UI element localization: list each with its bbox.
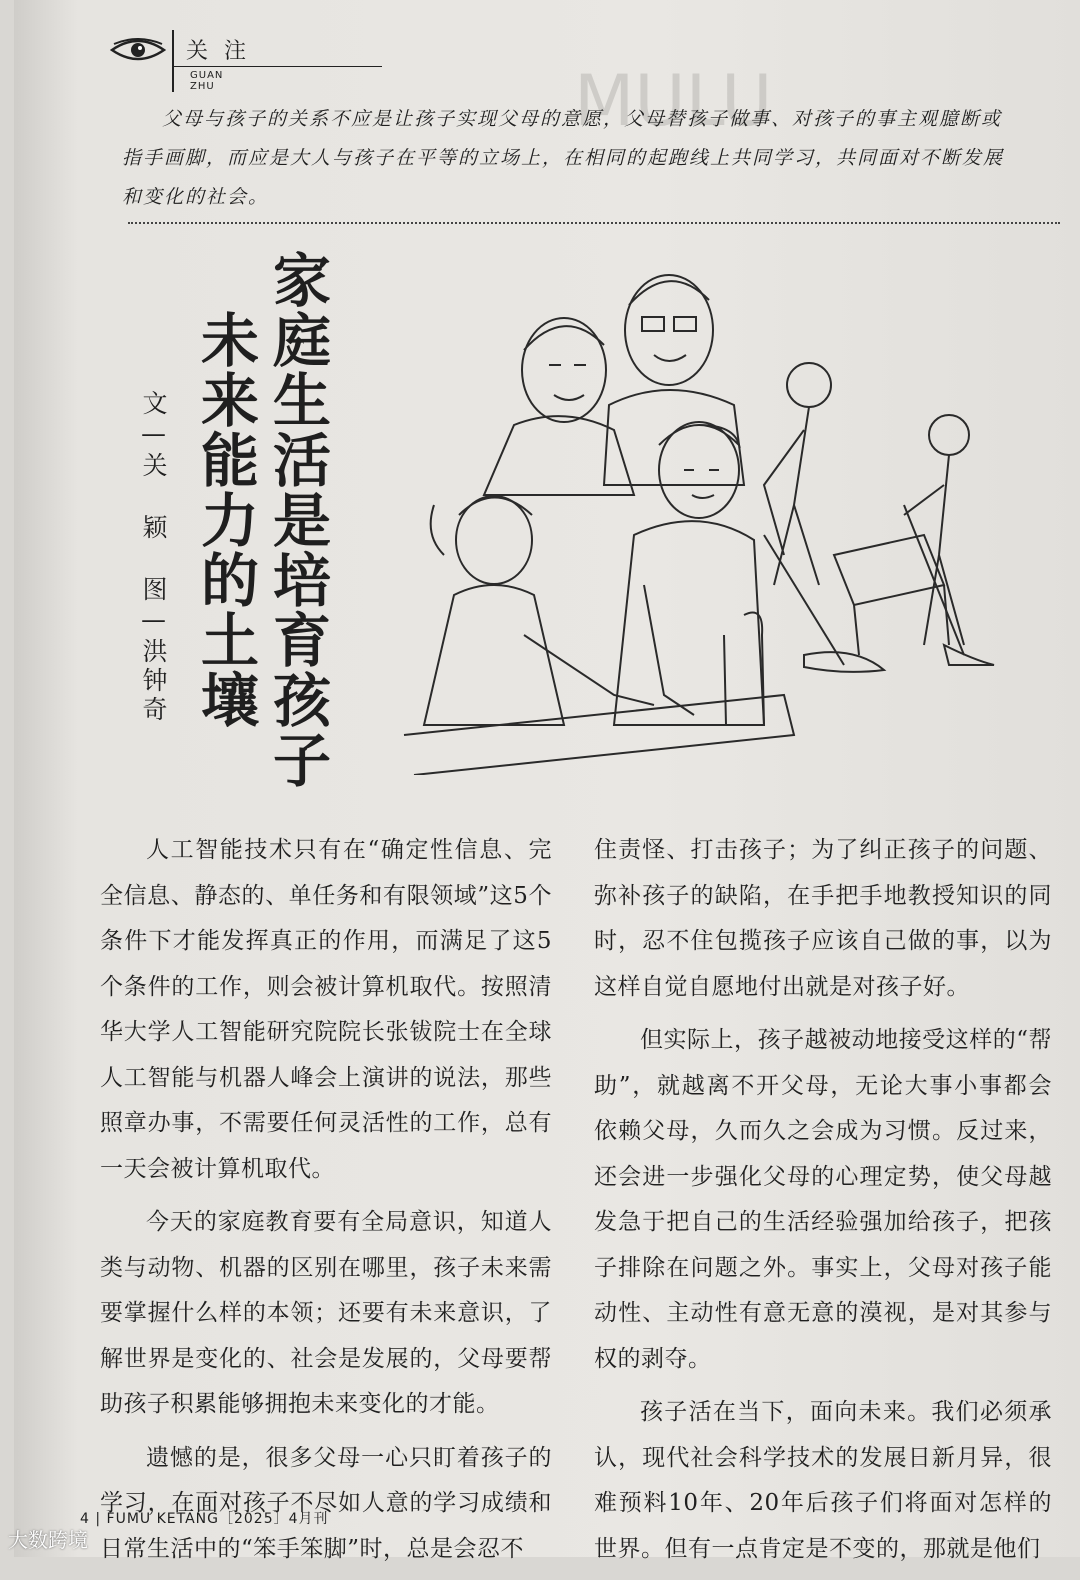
family-illustration xyxy=(364,255,1004,775)
article-title-line-1: 家庭生活是培育孩子 xyxy=(263,250,331,790)
section-title: 关注 xyxy=(186,39,263,64)
body-paragraph: 住责怪、打击孩子；为了纠正孩子的问题、弥补孩子的缺陷，在手把手地教授知识的同时，忍不住包揽孩子应该自己做的事，以为这样自觉自愿地付出就是对孩子好。 xyxy=(594,837,1052,1000)
show-through-text: MULU xyxy=(574,60,773,142)
body-column-left xyxy=(100,828,552,1580)
body-paragraph: 今天的家庭教育要有全局意识，知道人类与动物、机器的区别在哪里，孩子未来需要掌握什么样的本领；还要有未来意识，了解世界是变化的、社会是发展的，父母要帮助孩子积累能够拥抱未来变化的才能。 xyxy=(100,1209,552,1417)
watermark-logo: 大数跨境 xyxy=(8,1528,88,1552)
body-paragraph: 人工智能技术只有在“确定性信息、完全信息、静态的、单任务和有限领域”这5个条件下才能发挥真正的作用，而满足了这5个条件的工作，则会被计算机取代。按照清华大学人工智能研究院院长张钹院士在全球人工智能与机器人峰会上演讲的说法，那些照章办事，不需要任何灵活性的工作，总有一天会被计算机取代。 xyxy=(100,837,552,1182)
eye-icon xyxy=(110,38,166,62)
magazine-page xyxy=(14,0,1080,1562)
page-footer: 4 | FUMU KETANG［2025］4月刊 xyxy=(80,1511,329,1527)
article-title-line-2: 未来能力的土壤 xyxy=(191,310,259,730)
byline: 文—关 颖 图—洪钟奇 xyxy=(139,390,168,725)
section-pinyin: GUAN ZHU xyxy=(190,70,224,92)
header-divider xyxy=(172,30,174,92)
body-paragraph: 孩子活在当下，面向未来。我们必须承认，现代社会科学技术的发展日新月异，很难预料10年、20年后孩子们将面对怎样的世界。但有一点肯定是不变的，那就是他们 xyxy=(594,1399,1052,1562)
body-paragraph: 遗憾的是，很多父母一心只盯着孩子的学习，在面对孩子不尽如人意的学习成绩和日常生活中的“笨手笨脚”时，总是会忍不 xyxy=(100,1444,552,1562)
section-header xyxy=(110,30,280,92)
body-column-right xyxy=(594,828,1052,1580)
body-paragraph: 但实际上，孩子越被动地接受这样的“帮助”，就越离不开父母，无论大事小事都会依赖父母，久而久之会成为习惯。反过来，还会进一步强化父母的心理定势，使父母越发急于把自己的生活经验强加给孩子，把孩子排除在问题之外。事实上，父母对孩子能动性、主动性有意无意的漠视，是对其参与权的剥夺。 xyxy=(594,1027,1052,1372)
header-rule xyxy=(172,66,382,67)
dotted-divider xyxy=(128,222,1060,224)
lead-paragraph: 父母与孩子的关系不应是让孩子实现父母的意愿，父母替孩子做事、对孩子的事主观臆断或指手画脚，而应是大人与孩子在平等的立场上，在相同的起跑线上共同学习，共同面对不断发展和变化的社会。 xyxy=(122,108,1005,208)
